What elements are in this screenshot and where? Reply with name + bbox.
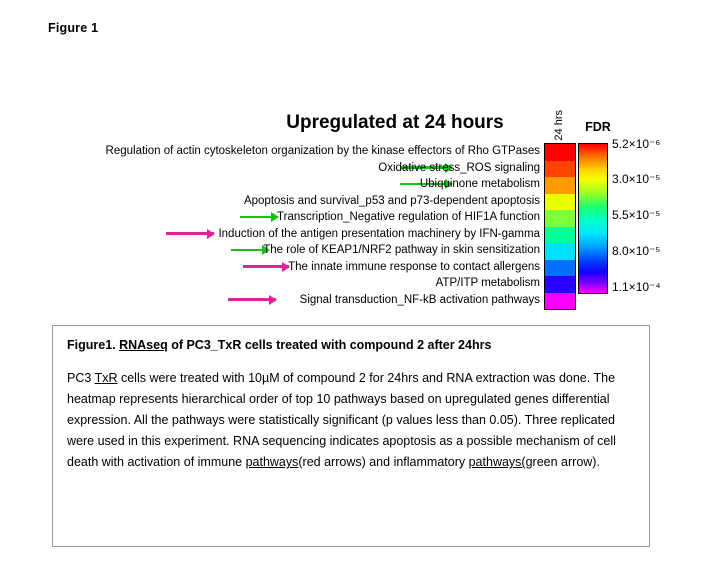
heatmap-cell xyxy=(545,177,575,194)
caption-line1-b: cells were treated with 10µM of compound 2 for 24hrs and RNA extraction was done. xyxy=(117,371,591,385)
pathway-row xyxy=(40,259,540,276)
heatmap-column-label-text: 24 hrs xyxy=(553,110,565,141)
colorbar-tick-label: 8.0×10⁻⁵ xyxy=(612,244,661,258)
pathway-row xyxy=(40,193,540,210)
red-arrow-icon xyxy=(166,232,214,235)
heatmap-cell xyxy=(545,293,575,310)
pathway-label: Induction of the antigen presentation machinery by IFN-gamma xyxy=(218,227,540,240)
pathway-label: Regulation of actin cytoskeleton organization by the kinase effectors of Rho GTPases xyxy=(105,145,540,157)
caption-line4: Three replicated were used in this experiment. RNA sequencing indicates apoptosis as a xyxy=(67,413,615,448)
pathway-row xyxy=(40,226,540,243)
pathway-label: Ubiquinone metabolism xyxy=(419,178,540,190)
heatmap-cell xyxy=(545,243,575,260)
pathway-row-list xyxy=(40,143,540,308)
caption-line5-underlined: pathways xyxy=(245,455,299,469)
caption-title xyxy=(67,338,491,352)
red-arrow-icon xyxy=(243,265,289,268)
colorbar-tick-label: 5.2×10⁻⁶ xyxy=(612,137,661,151)
pathway-label: The role of KEAP1/NRF2 pathway in skin sensitization xyxy=(263,244,540,256)
caption-line1-a: PC3 xyxy=(67,371,95,385)
caption-line2: The heatmap represents hierarchical order of top 10 pathways based on upregulated genes xyxy=(67,371,616,406)
pathway-row xyxy=(40,176,540,193)
caption-box xyxy=(52,325,650,547)
pathway-row xyxy=(40,292,540,309)
pathway-row xyxy=(40,143,540,160)
caption-line6-underlined: pathways( xyxy=(468,455,526,469)
pathway-label: Transcription_Negative regulation of HIF1A function xyxy=(277,211,540,223)
heatmap-cell xyxy=(545,144,575,161)
figure-label: Figure 1 xyxy=(48,21,99,35)
caption-line5-a: possible mechanism of cell death with activation of immune xyxy=(67,434,616,469)
heatmap-cell xyxy=(545,161,575,178)
heatmap-cell xyxy=(545,194,575,211)
red-arrow-icon xyxy=(228,298,276,301)
caption-line5-b: (red arrows) and xyxy=(298,455,391,469)
pathway-row xyxy=(40,160,540,177)
caption-line3: differential expression. All the pathways were statistically significant (p values less than 0.05). xyxy=(67,392,610,427)
colorbar-tick-label: 5.5×10⁻⁵ xyxy=(612,208,661,222)
caption-title-suffix: of PC3_TxR cells treated with compound 2 after 24hrs xyxy=(167,338,492,352)
caption-line6-a: inflammatory xyxy=(393,455,469,469)
heatmap-cell xyxy=(545,227,575,244)
pathway-row xyxy=(40,275,540,292)
heatmap-cell xyxy=(545,210,575,227)
heatmap-cell-column xyxy=(544,143,576,310)
caption-title-underlined: RNAseq xyxy=(119,338,168,352)
caption-line6-b: green arrow). xyxy=(525,455,600,469)
colorbar-tick-label: 1.1×10⁻⁴ xyxy=(612,280,661,294)
heatmap-cell xyxy=(545,276,575,293)
fdr-colorbar xyxy=(578,143,608,294)
pathway-label: ATP/ITP metabolism xyxy=(435,277,540,289)
pathway-label: Signal transduction_NF-kB activation pathways xyxy=(299,293,540,306)
caption-line1-underlined: TxR xyxy=(94,371,118,385)
heatmap-chart xyxy=(0,95,706,310)
pathway-row xyxy=(40,209,540,226)
colorbar-title: FDR xyxy=(585,120,611,134)
colorbar-tick-label: 3.0×10⁻⁵ xyxy=(612,172,661,186)
chart-title: Upregulated at 24 hours xyxy=(286,112,504,133)
pathway-label: Oxidative stress_ROS signaling xyxy=(378,161,540,174)
pathway-label: The innate immune response to contact allergens xyxy=(288,260,540,273)
heatmap-column-label xyxy=(544,95,574,141)
heatmap-cell xyxy=(545,260,575,277)
green-arrow-icon xyxy=(240,216,278,219)
pathway-row xyxy=(40,242,540,259)
caption-body xyxy=(67,368,637,473)
caption-title-prefix: Figure1. xyxy=(67,338,120,352)
pathway-label: Apoptosis and survival_p53 and p73-dependent apoptosis xyxy=(243,194,540,207)
